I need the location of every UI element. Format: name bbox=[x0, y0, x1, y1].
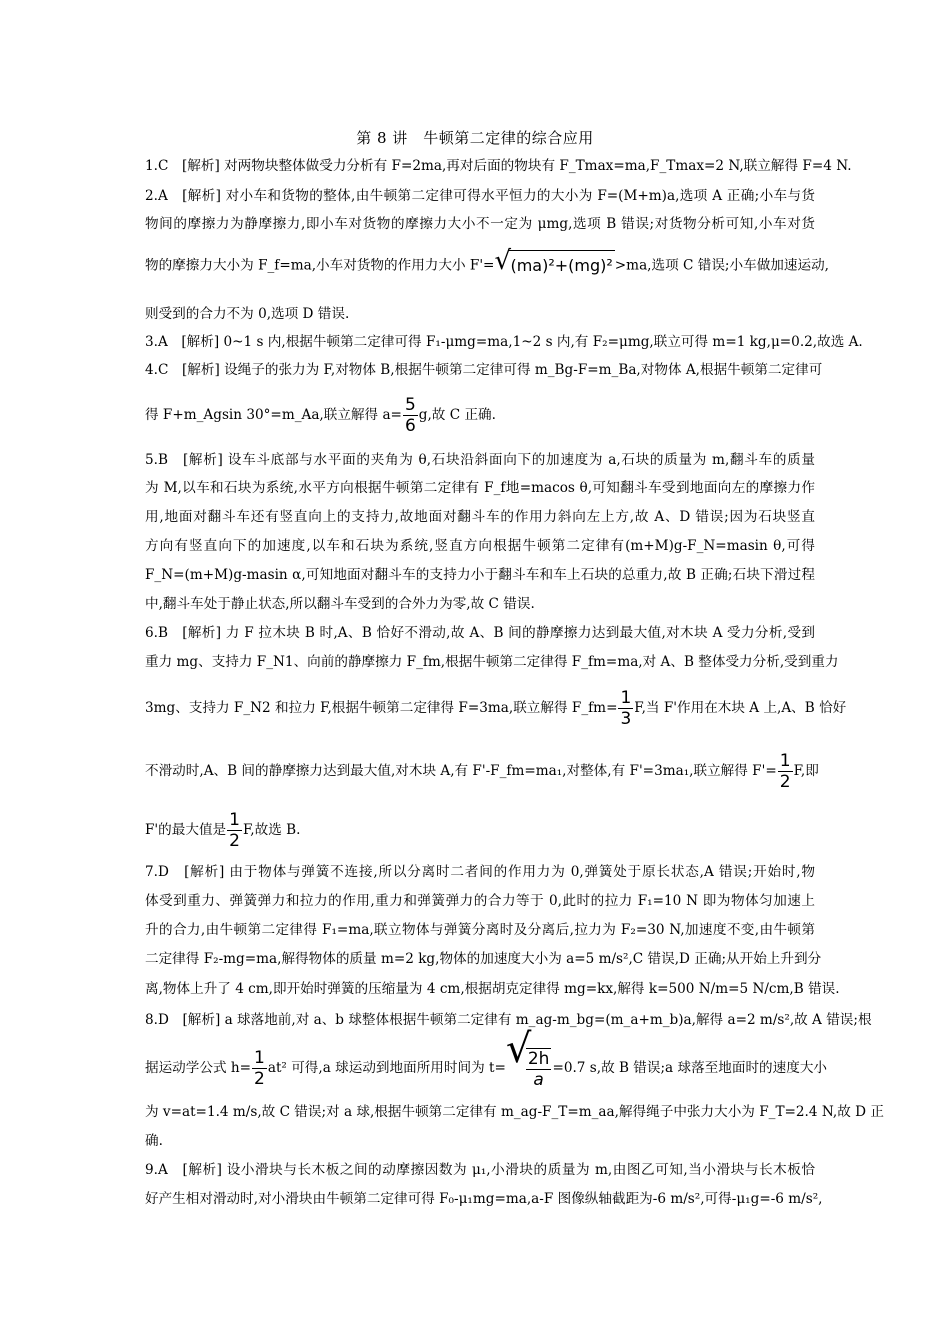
sqrt-expression bbox=[505, 1025, 553, 1094]
text-segment: 得 F+m_Agsin 30°=m_Aa,联立解得 a= bbox=[145, 407, 402, 423]
fraction bbox=[778, 751, 793, 792]
numerator: 1 bbox=[620, 688, 632, 708]
denominator: 2 bbox=[254, 1069, 265, 1089]
denominator: 6 bbox=[404, 416, 416, 436]
radical-sign: √ bbox=[494, 246, 512, 276]
answer-7-line-5: 离,物体上升了 4 cm,即开始时弹簧的压缩量为 4 cm,根据胡克定律得 mg=kx,解得 k=500 N/m=5 N/cm,B 错误. bbox=[145, 981, 840, 997]
answer-8-line-3: 为 v=at=1.4 m/s,故 C 错误;对 a 球,根据牛顿第二定律有 m_ag-F_T=m_aa,解得绳子中张力大小为 F_T=2.4 N,故 D 正 bbox=[145, 1104, 884, 1120]
answer-1: 1.C [解析] 对两物块整体做受力分析有 F=2ma,再对后面的物块有 F_Tmax=ma,F_Tmax=2 N,联立解得 F=4 N. bbox=[145, 158, 852, 174]
text-segment: F'的最大值是 bbox=[145, 822, 227, 838]
answer-8-line-4: 确. bbox=[145, 1133, 163, 1149]
answer-7-line-4: 二定律得 F₂-mg=ma,解得物体的质量 m=2 kg,物体的加速度大小为 a=5 m/s²,C 错误,D 正确;从开始上升到分 bbox=[145, 951, 822, 967]
text-segment: =0.7 s,故 B 错误;a 球落至地面时的速度大小 bbox=[552, 1060, 828, 1076]
text-segment: 物的摩擦力大小为 F_f=ma,小车对货物的作用力大小 F'= bbox=[145, 257, 495, 274]
denominator: 3 bbox=[620, 709, 632, 729]
answer-6-line-3 bbox=[145, 685, 847, 731]
text-segment: 不滑动时,A、B 间的静摩擦力达到最大值,对木块 A,有 F'-F_fm=ma₁,对整体,有 F'=3ma₁,联立解得 F'= bbox=[145, 763, 777, 779]
answer-8-line-1: 8.D [解析] a 球落地前,对 a、b 球整体根据牛顿第二定律有 m_ag-m_bg=(m_a+m_b)a,解得 a=2 m/s²,故 A 错误;根 bbox=[145, 1012, 872, 1028]
answer-5-line-1: 5.B [解析] 设车斗底部与水平面的夹角为 θ,石块沿斜面向下的加速度为 a,石块的质量为 m,翻斗车的质量 bbox=[145, 452, 815, 468]
radical-sign: √ bbox=[505, 1025, 532, 1072]
answer-6-line-5 bbox=[145, 807, 815, 853]
page-title: 第 8 讲 牛顿第二定律的综合应用 bbox=[356, 129, 594, 147]
denominator: 2 bbox=[229, 831, 240, 851]
answer-6-line-1: 6.B [解析] 力 F 拉木块 B 时,A、B 恰好不滑动,故 A、B 间的静摩擦力达到最大值,对木块 A 受力分析,受到 bbox=[145, 625, 815, 641]
numerator: 5 bbox=[404, 395, 416, 415]
answer-5-line-3: 用,地面对翻斗车还有竖直向上的支持力,故地面对翻斗车的作用力斜向左上方,故 A、D 错误;因为石块竖直 bbox=[145, 509, 815, 525]
answer-2-line-3 bbox=[145, 246, 829, 280]
answer-5-line-2: 为 M,以车和石块为系统,水平方向根据牛顿第二定律有 F_f地=macos θ,可知翻斗车受到地面向左的摩擦力作 bbox=[145, 480, 815, 496]
numerator: 1 bbox=[229, 810, 240, 830]
answer-4-line-2 bbox=[145, 392, 815, 438]
answer-5-line-4: 方向有竖直向下的加速度,以车和石块为系统,竖直方向根据牛顿第二定律有(m+M)g-F_N=masin θ,可得 bbox=[145, 538, 815, 554]
answer-2-line-1: 2.A [解析] 对小车和货物的整体,由牛顿第二定律可得水平恒力的大小为 F=(M+m)a,选项 A 正确;小车与货 bbox=[145, 188, 815, 204]
text-segment: 据运动学公式 h= bbox=[145, 1060, 252, 1076]
fraction bbox=[618, 688, 633, 729]
denominator: 2 bbox=[779, 772, 791, 792]
answer-5-line-5: F_N=(m+M)g-masin α,可知地面对翻斗车的支持力小于翻斗车和车上石块的总重力,故 B 正确;石块下滑过程 bbox=[145, 567, 815, 583]
answer-9-line-1: 9.A [解析] 设小滑块与长木板之间的动摩擦因数为 μ₁,小滑块的质量为 m,由图乙可知,当小滑块与长木板恰 bbox=[145, 1162, 815, 1178]
answer-9-line-2: 好产生相对滑动时,对小滑块由牛顿第二定律可得 F₀-μ₁mg=ma,a-F 图像纵轴截距为-6 m/s²,可得-μ₁g=-6 m/s², bbox=[145, 1191, 823, 1207]
answer-8-line-2 bbox=[145, 1025, 828, 1093]
text-segment: g,故 C 正确. bbox=[418, 407, 496, 423]
text-segment: >ma,选项 C 错误;小车做加速运动, bbox=[614, 257, 829, 274]
fraction bbox=[403, 395, 418, 436]
text-segment: at² 可得,a 球运动到地面所用时间为 t= bbox=[267, 1060, 506, 1076]
fraction bbox=[252, 1048, 267, 1089]
answer-6-line-2: 重力 mg、支持力 F_N1、向前的静摩擦力 F_fm,根据牛顿第二定律得 F_fm=ma,对 A、B 整体受力分析,受到重力 bbox=[145, 654, 839, 670]
numerator: 1 bbox=[254, 1048, 265, 1068]
answer-6-line-4 bbox=[145, 748, 819, 794]
numerator: 1 bbox=[779, 751, 791, 771]
answer-7-line-2: 体受到重力、弹簧弹力和拉力的作用,重力和弹簧弹力的合力等于 0,此时的拉力 F₁=10 N 即为物体匀加速上 bbox=[145, 893, 815, 909]
numerator: 2h bbox=[527, 1048, 550, 1069]
sqrt-expression bbox=[494, 246, 614, 282]
answer-5-line-6: 中,翻斗车处于静止状态,所以翻斗车受到的合外力为零,故 C 错误. bbox=[145, 596, 535, 612]
answer-4-line-1: 4.C [解析] 设绳子的张力为 F,对物体 B,根据牛顿第二定律可得 m_Bg-F=m_Ba,对物体 A,根据牛顿第二定律可 bbox=[145, 362, 823, 378]
answer-7-line-1: 7.D [解析] 由于物体与弹簧不连接,所以分离时二者间的作用力为 0,弹簧处于原长状态,A 错误;开始时,物 bbox=[145, 864, 815, 880]
text-segment: F,即 bbox=[793, 763, 819, 779]
fraction bbox=[227, 810, 242, 851]
answer-2-line-2: 物间的摩擦力为静摩擦力,即小车对货物的摩擦力大小不一定为 μmg,选项 B 错误;对货物分析可知,小车对货 bbox=[145, 216, 815, 232]
text-segment: F,故选 B. bbox=[242, 822, 301, 838]
denominator: a bbox=[533, 1069, 544, 1090]
text-segment: F,当 F'作用在木块 A 上,A、B 恰好 bbox=[634, 700, 847, 716]
answer-7-line-3: 升的合力,由牛顿第二定律得 F₁=ma,联立物体与弹簧分离时及分离后,拉力为 F₂=30 N,加速度不变,由牛顿第 bbox=[145, 922, 815, 938]
text-segment: 3mg、支持力 F_N2 和拉力 F,根据牛顿第二定律得 F=3ma,联立解得 F_fm= bbox=[145, 700, 618, 716]
sqrt-body: (ma)²+(mg)² bbox=[508, 250, 614, 281]
answer-3: 3.A [解析] 0~1 s 内,根据牛顿第二定律可得 F₁-μmg=ma,1~2 s 内,有 F₂=μmg,联立可得 m=1 kg,μ=0.2,故选 A. bbox=[145, 334, 863, 350]
answer-2-line-4: 则受到的合力不为 0,选项 D 错误. bbox=[145, 306, 350, 322]
